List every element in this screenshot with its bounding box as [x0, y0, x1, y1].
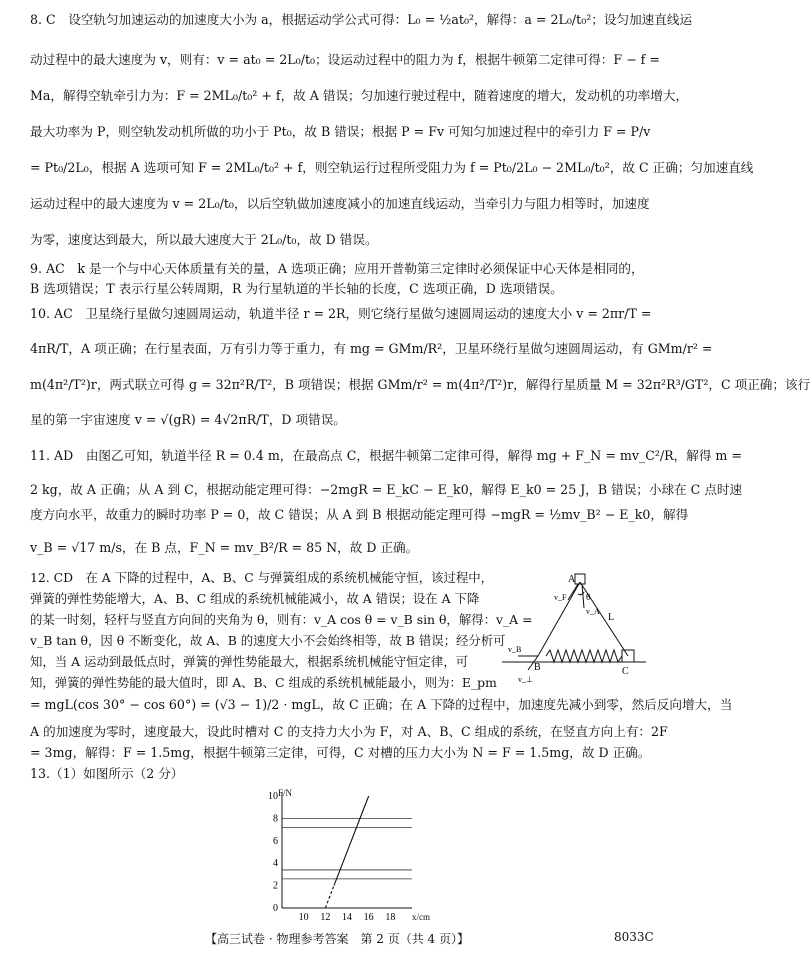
- text-line: 10. AC 卫星绕行星做匀速圆周运动，轨道半径 r = 2R，则它绕行星做匀速圆周运动的速度大小 v = 2πr/T =: [30, 306, 652, 321]
- text-line: 星的第一宇宙速度 v = √(gR) = 4√2πR/T，D 项错误。: [30, 412, 346, 427]
- text-line: A 的加速度为零时，速度最大，设此时槽对 C 的支持力大小为 F，对 A、B、C 组成的系统，在竖直方向上有：2F: [30, 724, 668, 739]
- label-a: A: [568, 574, 576, 585]
- text-line: B 选项错误；T 表示行星公转周期，R 为行星轨道的半长轴的长度，C 选项正确，D 选项错误。: [30, 281, 563, 296]
- text-line: 知，弹簧的弹性势能的最大值时，即 A、B、C 组成的系统机械能最小，则为：E_pm: [30, 675, 497, 690]
- y-tick-label: 10: [268, 791, 278, 802]
- label-va: v_A: [586, 607, 600, 616]
- problem-12-diagram: [498, 570, 648, 690]
- text-line: Ma，解得空轨牵引力为：F = 2ML₀/t₀² + f，故 A 错误；匀加速行驶过程中，随着速度的增大，发动机的功率增大，: [30, 88, 689, 103]
- x-tick-label: 16: [363, 912, 374, 923]
- text-line: 弹簧的弹性势能增大，A、B、C 组成的系统机械能减小，故 A 错误；设在 A 下降: [30, 591, 480, 606]
- text-line: 知，当 A 运动到最低点时，弹簧的弹性势能最大，根据系统机械能守恒定律，可: [30, 654, 469, 669]
- text-line: = 3mg，解得：F = 1.5mg，根据牛顿第三定律，可得，C 对槽的压力大小为 N = F = 1.5mg，故 D 正确。: [30, 745, 651, 760]
- x-tick-label: 14: [342, 912, 352, 923]
- page-footer-code: 8033C: [614, 930, 654, 944]
- text-line: 12. CD 在 A 下降的过程中，A、B、C 与弹簧组成的系统机械能守恒，该过程中，: [30, 570, 494, 585]
- text-line: v_B tan θ，因 θ 不断变化，故 A、B 的速度大小不会始终相等，故 B 错误；经分析可: [30, 633, 506, 648]
- velocity-arrow-vf: [568, 584, 578, 600]
- label-vf: v_F: [554, 593, 567, 602]
- text-line: = mgL(cos 30° − cos 60°) = (√3 − 1)/2 · mgL，故 C 正确；在 A 下降的过程中，加速度先减小到零，然后反向增大，当: [30, 697, 733, 712]
- text-line: 运动过程中的最大速度为 v = 2L₀/t₀，以后空轨做加速度减小的加速直线运动，当牵引力与阻力相等时，加速度: [30, 196, 650, 211]
- page-footer-center: 【高三试卷 · 物理参考答案 第 2 页（共 4 页）】: [205, 932, 469, 946]
- text-line: = Pt₀/2L₀，根据 A 选项可知 F = 2ML₀/t₀² + f，则空轨运行过程所受阻力为 f = Pt₀/2L₀ − 2ML₀/t₀²，故 C 正确；匀加速直线: [30, 160, 754, 175]
- label-l: L: [608, 612, 615, 623]
- text-line: 11. AD 由图乙可知，轨道半径 R = 0.4 m，在最高点 C，根据牛顿第二定律可得，解得 mg + F_N = mv_C²/R，解得 m =: [30, 448, 742, 463]
- text-line: 的某一时刻，轻杆与竖直方向间的夹角为 θ，则有：v_A cos θ = v_B sin θ，解得：v_A =: [30, 612, 533, 627]
- text-line: m(4π²/T²)r，两式联立可得 g = 32π²R/T²，B 项错误；根据 GMm/r² = m(4π²/T²)r，解得行星质量 M = 32π²R³/GT²，C 项正确；该行: [30, 377, 810, 392]
- spring: [546, 650, 622, 662]
- label-vd: v_⊥: [518, 675, 533, 684]
- x-tick-label: 18: [385, 912, 396, 923]
- y-tick-label: 4: [273, 858, 278, 870]
- y-tick-label: 8: [273, 813, 278, 825]
- text-line: 最大功率为 P，则空轨发动机所做的功小于 Pt₀，故 B 错误；根据 P = Fv 可知匀加速过程中的牵引力 F = P/v: [30, 124, 651, 139]
- x-axis-label: x/cm: [412, 912, 430, 922]
- text-line: 13.（1）如图所示（2 分）: [30, 766, 184, 781]
- text-line: 8. C 设空轨匀加速运动的加速度大小为 a，根据运动学公式可得：L₀ = ½at₀²，解得：a = 2L₀/t₀²；设匀加速直线运: [30, 12, 693, 27]
- y-tick-label: 6: [273, 835, 278, 847]
- label-b: B: [534, 662, 541, 673]
- force-extension-graph: [260, 786, 430, 924]
- label-vb: v_B: [508, 645, 522, 654]
- data-line: [334, 796, 369, 886]
- extrapolated-line: [325, 886, 334, 908]
- x-tick-label: 10: [298, 912, 309, 923]
- text-line: 为零，速度达到最大，所以最大速度大于 2L₀/t₀，故 D 错误。: [30, 232, 378, 247]
- y-tick-label: 2: [273, 880, 278, 892]
- text-line: 动过程中的最大速度为 v，则有：v = at₀ = 2L₀/t₀；设运动过程中的阻力为 f，根据牛顿第二定律可得：F − f =: [30, 52, 660, 67]
- y-axis-label: F/N: [278, 788, 293, 798]
- text-line: 9. AC k 是一个与中心天体质量有关的量，A 选项正确；应用开普勒第三定律时必须保证中心天体是相同的，: [30, 261, 644, 276]
- y-tick-label: 0: [273, 903, 278, 914]
- text-line: 2 kg，故 A 正确；从 A 到 C，根据动能定理可得：−2mgR = E_kC − E_k0，解得 E_k0 = 25 J，B 错误；小球在 C 点时速: [30, 482, 743, 497]
- x-tick-label: 12: [320, 912, 331, 923]
- text-line: 4πR/T，A 项正确；在行星表面，万有引力等于重力，有 mg = GMm/R²，卫星环绕行星做匀速圆周运动，有 GMm/r² =: [30, 341, 713, 356]
- text-line: 度方向水平，故重力的瞬时功率 P = 0，故 C 错误；从 A 到 B 根据动能定理可得 −mgR = ½mv_B² − E_k0，解得: [30, 507, 689, 522]
- label-c: C: [622, 666, 629, 677]
- label-theta: θ: [586, 592, 591, 602]
- text-line: v_B = √17 m/s，在 B 点，F_N = mv_B²/R = 85 N，故 D 正确。: [30, 540, 419, 555]
